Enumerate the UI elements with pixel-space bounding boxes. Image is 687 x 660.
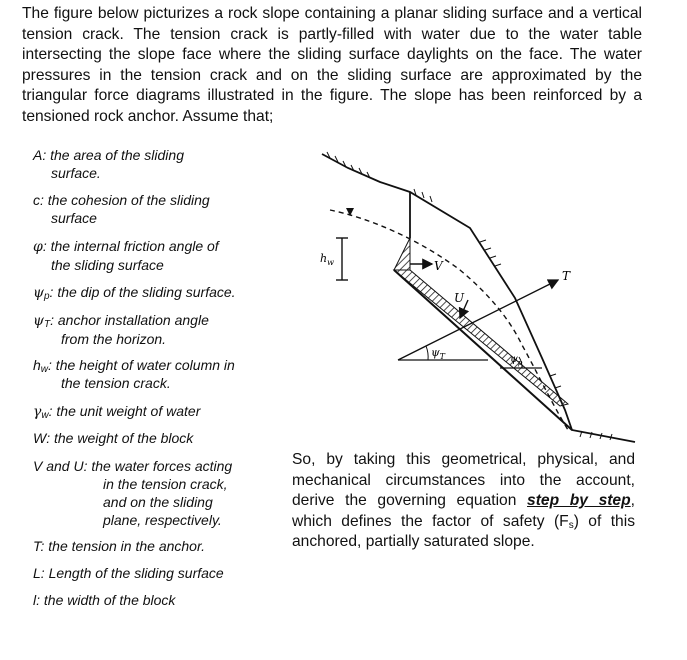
label-hw: $h_w$ bbox=[320, 252, 334, 267]
slope-face bbox=[322, 154, 635, 442]
definition-weight: W: the weight of the block bbox=[33, 430, 194, 446]
label-t: T bbox=[562, 269, 571, 283]
definition-length: L: Length of the sliding surface bbox=[33, 565, 224, 581]
label-v: V bbox=[434, 259, 443, 273]
sliding-surface bbox=[394, 270, 572, 430]
definition-water-height: $h_w$: the height of water column in the tension crack. bbox=[33, 357, 235, 391]
task-statement: So, by taking this geometrical, physical, and mechanical circumstances into the account, derive the governing equation step by step, which defines the factor of safety $(F_s)$ of this anchored, partially saturated slope. bbox=[292, 451, 635, 550]
definition-anchor-angle: $\psi_T$: anchor installation angle from the horizon. bbox=[33, 312, 209, 347]
definition-dip: $\psi_p$: the dip of the sliding surface. bbox=[33, 284, 236, 302]
definition-water-forces: V and U: the water forces acting in the tension crack, and on the sliding plane, respectively. bbox=[33, 458, 233, 528]
label-psi-t: $\psi_T$ bbox=[431, 346, 445, 361]
psi-t-arc bbox=[426, 346, 428, 360]
definition-area: A: the area of the sliding surface. bbox=[33, 147, 184, 181]
water-table-marker bbox=[346, 208, 354, 216]
definition-width: l: the width of the block bbox=[33, 592, 176, 608]
ground-hatching bbox=[327, 152, 612, 440]
definition-cohesion: c: the cohesion of the sliding surface bbox=[33, 192, 210, 226]
definition-tension: T: the tension in the anchor. bbox=[33, 538, 205, 554]
crack-water-pressure bbox=[394, 238, 410, 270]
slope-diagram bbox=[310, 140, 640, 450]
sliding-plane-water-pressure bbox=[394, 270, 568, 406]
problem-intro: The figure below picturizes a rock slope containing a planar sliding surface and a vertical tension crack. The tension crack is partly-filled with water due to the water table intersecting the slope face where the sliding surface daylights on the face. The water pressures in the tension crack and on the sliding surface are approximated by the triangular force diagrams illustrated in the figure. The slope has been reinforced by a tensioned rock anchor. Assume that; bbox=[22, 5, 642, 125]
hw-dimension bbox=[336, 238, 348, 280]
definition-unit-weight: $\gamma_w$: the unit weight of water bbox=[33, 403, 201, 421]
label-psi-p: $\psi_p$ bbox=[510, 354, 523, 367]
label-u: U bbox=[454, 291, 465, 305]
definition-friction-angle: φ: the internal friction angle of the sliding surface bbox=[33, 238, 219, 273]
emphasis-step-by-step: step by step bbox=[527, 492, 631, 509]
